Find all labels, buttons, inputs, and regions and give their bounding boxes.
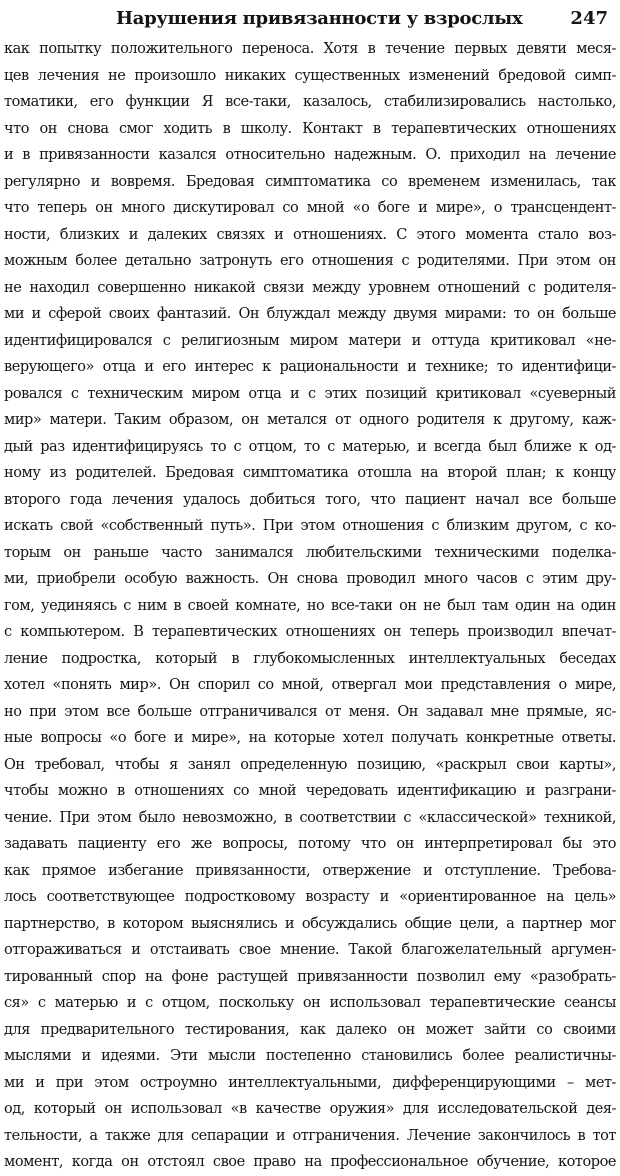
text-line: торым он раньше часто занимался любительскими техническими поделка- — [4, 544, 616, 561]
text-line: как попытку положительного переноса. Хотя в течение первых девяти меся- — [4, 41, 616, 57]
text-line: второго года лечения удалось добиться того, что пациент начал все больше — [4, 491, 616, 508]
text-line: ление подростка, который в глубокомысленных интеллектуальных беседах — [4, 650, 616, 667]
text-line: ные вопросы «о боге и мире», на которые хотел получать конкретные ответы. — [4, 730, 616, 746]
text-line: хотел «понять мир». Он спорил со мной, отвергал мои представления о мире, — [4, 677, 616, 693]
text-line: мыслями и идеями. Эти мысли постепенно становились более реалистичны- — [4, 1048, 616, 1064]
text-line: и в привязанности казался относительно надежным. О. приходил на лечение — [4, 147, 616, 163]
text-line: но при этом все больше отграничивался от меня. Он задавал мне прямые, яс- — [4, 703, 616, 720]
text-line: лось соответствующее подростковому возрасту и «ориентированное на цель» — [4, 889, 616, 905]
text-line: ми, приобрели особую важность. Он снова проводил много часов с этим дру- — [4, 571, 616, 587]
page-number: 247 — [570, 8, 608, 29]
text-line: ровался с техническим миром отца и с этих позиций критиковал «суеверный — [4, 385, 616, 402]
text-line: ности, близких и далеких связях и отношениях. С этого момента стало воз- — [4, 226, 616, 243]
text-line: гом, уединяясь с ним в своей комнате, но все-таки он не был там один на один — [4, 597, 616, 614]
text-line: регулярно и вовремя. Бредовая симптоматика со временем изменилась, так — [4, 173, 616, 190]
running-head: Нарушения привязанности у взрослых — [116, 8, 523, 29]
text-line: с компьютером. В терапевтических отношениях он теперь производил впечат- — [4, 624, 616, 640]
text-line: цев лечения не произошло никаких существенных изменений бредовой симп- — [4, 67, 616, 84]
text-line: задавать пациенту его же вопросы, потому что он интерпретировал бы это — [4, 836, 616, 852]
text-line: дый раз идентифицируясь то с отцом, то с матерью, и всегда был ближе к од- — [4, 438, 616, 455]
text-line: ся» с матерью и с отцом, поскольку он использовал терапевтические сеансы — [4, 995, 616, 1011]
text-line: чтобы можно в отношениях со мной чередовать идентификацию и разграни- — [4, 783, 616, 799]
text-line: идентифицировался с религиозным миром матери и оттуда критиковал «не- — [4, 332, 616, 349]
text-line: чение. При этом было невозможно, в соответствии с «классической» техникой, — [4, 809, 616, 826]
body-text — [4, 36, 616, 1176]
text-line: отгораживаться и отстаивать свое мнение. Такой благожелательный аргумен- — [4, 942, 616, 958]
text-line: не находил совершенно никакой связи между уровнем отношений с родителя- — [4, 279, 616, 296]
text-line: тированный спор на фоне растущей привязанности позволил ему «разобрать- — [4, 968, 616, 985]
text-line: Он требовал, чтобы я занял определенную позицию, «раскрыл свои карты», — [4, 756, 616, 773]
text-line: что он снова смог ходить в школу. Контакт в терапевтических отношениях — [4, 120, 616, 137]
text-line: что теперь он много дискутировал со мной «о боге и мире», о трансцендент- — [4, 200, 616, 216]
text-line: искать свой «собственный путь». При этом отношения с близким другом, с ко- — [4, 518, 616, 534]
text-line: тельности, а также для сепарации и отграничения. Лечение закончилось в тот — [4, 1127, 616, 1144]
text-line: ному из родителей. Бредовая симптоматика отошла на второй план; к концу — [4, 465, 616, 481]
page-header — [4, 6, 616, 34]
text-line: как прямое избегание привязанности, отвержение и отступление. Требова- — [4, 862, 616, 879]
text-line: ми и сферой своих фантазий. Он блуждал между двумя мирами: то он больше — [4, 306, 616, 322]
text-line: ми и при этом остроумно интеллектуальными, дифференцирующими – мет- — [4, 1074, 616, 1091]
text-line: томатики, его функции Я все-таки, казалось, стабилизировались настолько, — [4, 94, 616, 110]
text-line: для предварительного тестирования, как далеко он может зайти со своими — [4, 1021, 616, 1038]
text-line: верующего» отца и его интерес к рациональности и технике; то идентифици- — [4, 359, 616, 375]
text-line: партнерство, в котором выяснялись и обсуждались общие цели, а партнер мог — [4, 915, 616, 932]
text-line: можным более детально затронуть его отношения с родителями. При этом он — [4, 253, 616, 269]
text-line: мир» матери. Таким образом, он метался от одного родителя к другому, каж- — [4, 412, 616, 428]
text-line: момент, когда он отстоял свое право на профессиональное обучение, которое — [4, 1154, 616, 1170]
text-line: од, который он использовал «в качестве оружия» для исследовательской дея- — [4, 1101, 616, 1117]
